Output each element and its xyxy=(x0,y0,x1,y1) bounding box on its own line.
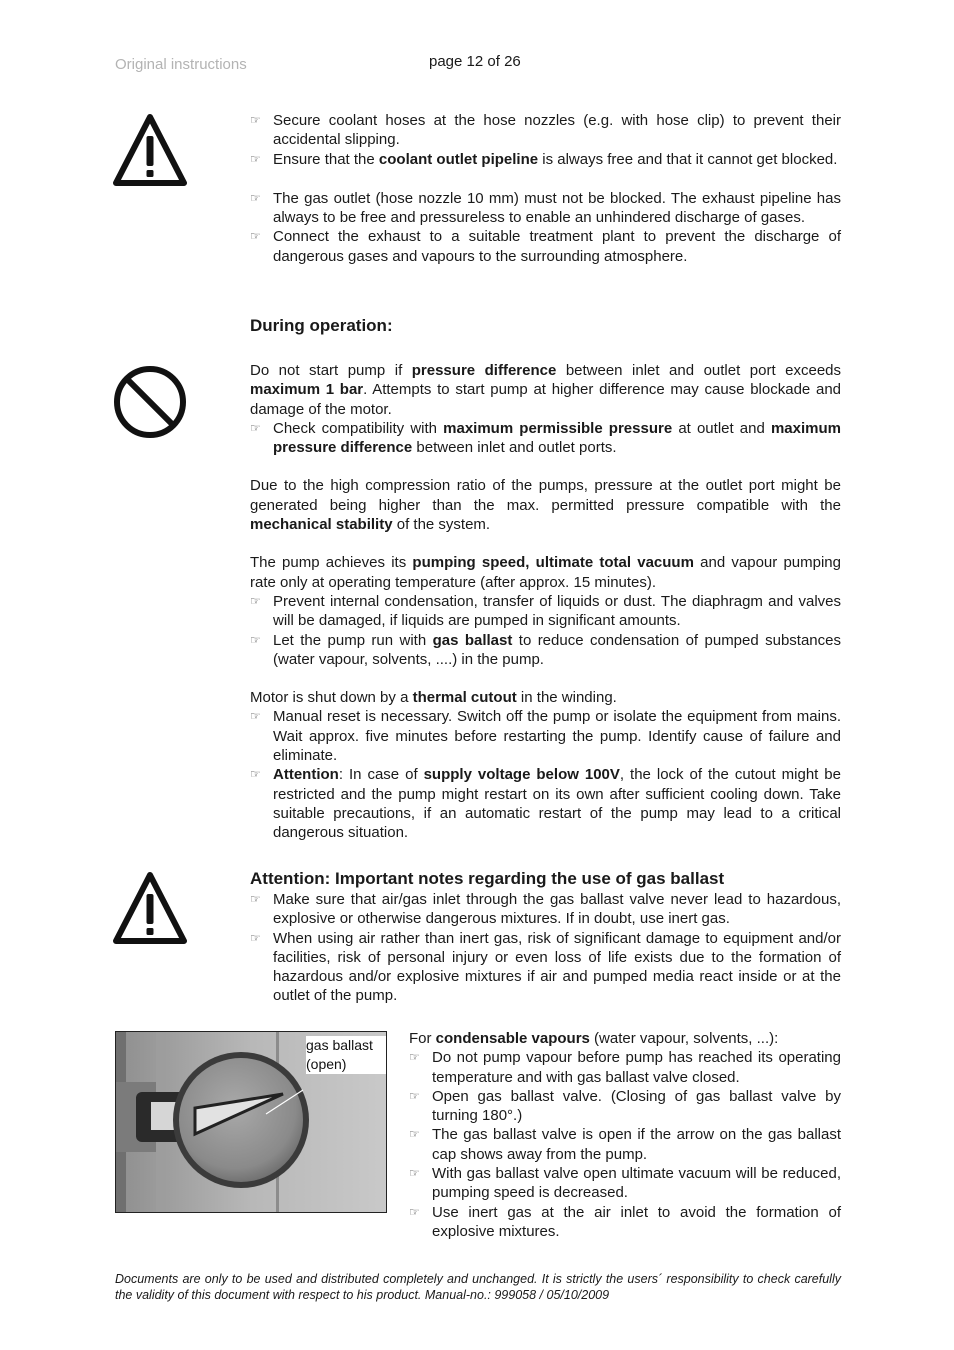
list-item xyxy=(409,1048,841,1087)
bold-text: maximum 1 bar xyxy=(250,381,364,399)
list-item-text xyxy=(273,419,841,458)
operation-text xyxy=(250,361,841,843)
list-item-text xyxy=(273,592,841,631)
bold-text: coolant outlet pipeline xyxy=(378,150,539,168)
list-item-text xyxy=(273,890,841,929)
list-item xyxy=(409,1203,841,1242)
list-item-text xyxy=(273,631,841,670)
condensable-vapours-notes xyxy=(409,1029,841,1241)
section-heading-gas-ballast: Attention: Important notes regarding the use of gas ballast xyxy=(250,869,725,888)
bullet-list xyxy=(250,592,841,669)
footer-disclaimer: Documents are only to be used and distributed completely and unchanged. It is strictly the users´ responsibility to check carefully the validity of this document with respect to his product. Manual-no.: 999058 / 05/10/2009 xyxy=(115,1272,841,1302)
list-item-text xyxy=(273,189,841,228)
text-run: Open gas ballast valve. (Closing of gas ballast valve by turning 180°.) xyxy=(432,1087,841,1125)
document-label: Original instructions xyxy=(115,56,247,73)
text-run: Prevent internal condensation, transfer of liquids or dust. The diaphragm and valves will be damaged, if liquids are pumped in significant amounts. xyxy=(273,592,841,630)
text-run: and vapour pumping rate only at operating temperature (after approx. 15 minutes). xyxy=(250,554,841,591)
text-run: is always free and that it cannot get blocked. xyxy=(538,150,838,168)
pointing-hand-icon: ☞ xyxy=(409,1127,420,1142)
list-item xyxy=(250,929,841,1006)
pointing-hand-icon: ☞ xyxy=(409,1166,420,1181)
text-run: to reduce condensation of pumped substances (water vapour, solvents, ....) in the pump. xyxy=(273,631,841,668)
list-item xyxy=(250,111,841,150)
bullet-list xyxy=(250,111,841,169)
warning-triangle-icon xyxy=(112,869,188,947)
text-run: When using air rather than inert gas, risk of significant damage to equipment and/or facilities, risk of personal injury or even loss of life exists due to the formation of hazardous and/or explosive mixtures if air and pumped media react inside or at the outlet of the pump. xyxy=(273,929,841,1005)
pointing-hand-icon: ☞ xyxy=(409,1050,420,1065)
paragraph xyxy=(250,476,841,534)
text-run: The gas ballast valve is open if the arrow on the gas ballast cap shows away from the pump. xyxy=(432,1126,841,1163)
pointing-hand-icon: ☞ xyxy=(250,767,261,782)
section-heading-operation: During operation: xyxy=(250,316,393,335)
pointing-hand-icon: ☞ xyxy=(250,892,261,906)
list-item-text xyxy=(432,1087,841,1126)
text-run: Motor is shut down by a xyxy=(250,689,413,707)
pointing-hand-icon: ☞ xyxy=(250,151,261,166)
text-run: Ensure that the xyxy=(273,150,379,168)
pointing-hand-icon: ☞ xyxy=(409,1204,420,1219)
list-item xyxy=(250,150,841,169)
prohibition-icon xyxy=(112,364,188,440)
list-item-text xyxy=(432,1203,841,1242)
pointing-hand-icon: ☞ xyxy=(250,113,261,127)
warning-triangle-icon xyxy=(112,111,188,189)
text-run: The gas outlet (hose nozzle 10 mm) must not be blocked. The exhaust pipeline has always to be free and pressureless to enable an unhindered discharge of gases. xyxy=(273,189,841,227)
paragraph xyxy=(250,361,841,419)
list-item-text xyxy=(273,765,841,842)
list-item-text xyxy=(432,1164,841,1203)
list-item xyxy=(250,189,841,228)
list-item xyxy=(250,631,841,670)
list-item-text xyxy=(273,111,841,150)
list-item xyxy=(250,890,841,929)
gas-ballast-photo xyxy=(115,1031,387,1213)
photo-label: gas ballast (open) xyxy=(306,1036,386,1074)
bold-text: mechanical stability xyxy=(250,516,393,534)
bullet-list xyxy=(250,890,841,1006)
pointing-hand-icon: ☞ xyxy=(250,420,261,435)
text-run: With gas ballast valve open ultimate vacuum will be reduced, pumping speed is decreased. xyxy=(432,1165,841,1202)
text-run: Make sure that air/gas inlet through the gas ballast valve never lead to hazardous, explosive or otherwise dangerous mixtures. If in doubt, use inert gas. xyxy=(273,891,841,928)
bold-text: pressure difference xyxy=(411,362,557,379)
list-item-text xyxy=(273,929,841,1006)
text-run: of the system. xyxy=(392,516,491,534)
bold-text: supply voltage below 100V xyxy=(423,766,620,784)
text-run: Due to the high compression ratio of the pumps, pressure at the outlet port might be generated being higher than the max. permitted pressure compatible with the xyxy=(250,477,841,514)
list-item-text xyxy=(273,227,841,266)
list-item-text xyxy=(432,1048,841,1087)
pointing-hand-icon: ☞ xyxy=(250,190,261,205)
text-run: (water vapour, solvents, ...): xyxy=(589,1030,779,1047)
text-run: between inlet and outlet port exceeds xyxy=(556,362,841,379)
bold-text: pumping speed, ultimate total vacuum xyxy=(412,554,694,572)
bold-text: gas ballast xyxy=(432,631,513,649)
text-run: Do not start pump if xyxy=(250,362,412,379)
pointing-hand-icon: ☞ xyxy=(250,930,261,945)
list-item xyxy=(250,227,841,266)
text-run: in the winding. xyxy=(516,689,617,707)
text-run: , the lock of the cutout might be restricted and the pump might restart on its own after sufficient cooling down. Take suitable precautions, if an automatic restart of the pump may lead to a critical dangerous situation. xyxy=(273,766,841,842)
text-run: Use inert gas at the air inlet to avoid the formation of explosive mixtures. xyxy=(432,1203,841,1240)
text-run: : In case of xyxy=(338,766,424,784)
text-run: The pump achieves its xyxy=(250,554,413,572)
bold-text: Attention xyxy=(273,766,339,784)
pointing-hand-icon: ☞ xyxy=(250,229,261,244)
text-run: . Attempts to start pump at higher difference may cause blockade and damage of the motor. xyxy=(250,381,842,418)
list-item-text xyxy=(273,150,841,169)
text-run: Do not pump vapour before pump has reached its operating temperature and with gas ballast valve closed. xyxy=(432,1049,841,1086)
text-run: Connect the exhaust to a suitable treatment plant to prevent the discharge of dangerous gases and vapours to the surrounding atmosphere. xyxy=(273,228,841,265)
text-run: Check compatibility with xyxy=(273,419,444,437)
list-item xyxy=(409,1125,841,1164)
list-item xyxy=(250,707,841,765)
bullet-list xyxy=(409,1048,841,1241)
gas-ballast-notes xyxy=(250,868,841,1006)
pointing-hand-icon: ☞ xyxy=(409,1088,420,1103)
pointing-hand-icon: ☞ xyxy=(250,593,261,608)
list-item xyxy=(250,765,841,842)
bold-text: thermal cutout xyxy=(412,689,517,707)
bullet-list xyxy=(250,707,841,842)
list-item-text xyxy=(432,1125,841,1164)
paragraph xyxy=(250,553,841,592)
paragraph xyxy=(409,1029,841,1048)
text-run: at outlet and xyxy=(672,419,771,437)
bullet-list xyxy=(250,419,841,458)
bold-text: maximum pressure difference xyxy=(273,419,841,457)
list-item xyxy=(409,1164,841,1203)
pointing-hand-icon: ☞ xyxy=(250,632,261,647)
list-item-text xyxy=(273,707,841,765)
bullet-list xyxy=(250,189,841,266)
bold-text: maximum permissible pressure xyxy=(443,419,673,437)
coolant-notes xyxy=(250,111,841,266)
list-item xyxy=(409,1087,841,1126)
list-item xyxy=(250,592,841,631)
text-run: between inlet and outlet ports. xyxy=(412,439,617,457)
text-run: Manual reset is necessary. Switch off the pump or isolate the equipment from mains. Wait approx. five minutes before restarting the pump. Identify cause of failure and eliminate. xyxy=(273,708,841,765)
text-run: For xyxy=(409,1030,436,1047)
text-run: Let the pump run with xyxy=(273,631,433,649)
text-run: Secure coolant hoses at the hose nozzles (e.g. with hose clip) to prevent their accidental slipping. xyxy=(273,112,841,149)
paragraph xyxy=(250,688,841,707)
list-item xyxy=(250,419,841,458)
page-number: page 12 of 26 xyxy=(429,53,521,70)
bold-text: condensable vapours xyxy=(435,1030,590,1047)
pointing-hand-icon: ☞ xyxy=(250,709,261,724)
